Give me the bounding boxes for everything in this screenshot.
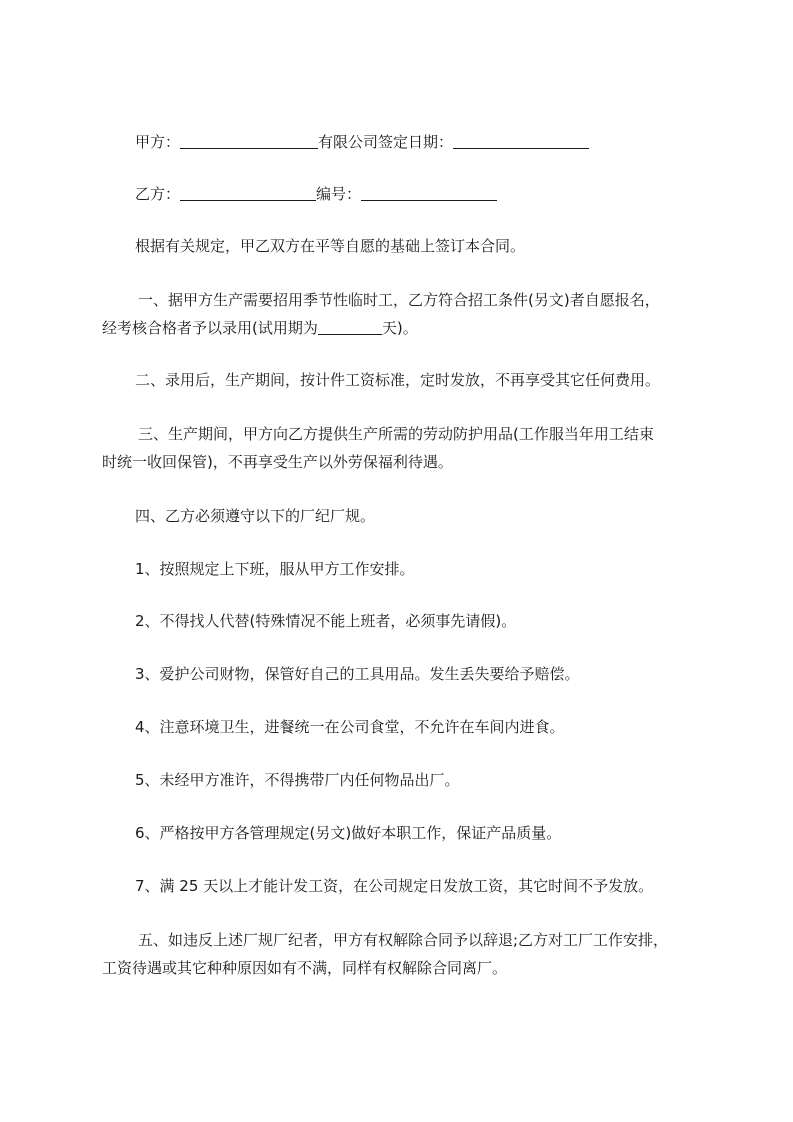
intro-paragraph: 根据有关规定，甲乙双方在平等自愿的基础上签订本合同。 [135,237,526,255]
clause-4: 四、乙方必须遵守以下的厂纪厂规。 [135,507,376,525]
party-b-line [102,180,735,208]
clause-1 [102,286,702,342]
clause-1-line-2 [102,314,702,342]
rule-7: 7、满 25 天以上才能计发工资，在公司规定日发放工资，其它时间不予发放。 [135,877,654,895]
clause-5 [102,926,702,982]
party-a-name-blank[interactable] [180,130,318,149]
clause-3-line-2: 时统一收回保管)，不再享受生产以外劳保福利待遇。 [102,453,453,471]
clause-5-line-1: 五、如违反上述厂规厂纪者，甲方有权解除合同予以辞退;乙方对工厂工作安排， [138,931,669,949]
party-b-number-label: 编号： [316,185,362,203]
clause-1-suffix: 天)。 [381,319,418,337]
rule-4: 4、注意环境卫生，进餐统一在公司食堂，不允许在车间内进食。 [135,718,565,736]
sign-date-blank[interactable] [453,130,589,149]
contract-number-blank[interactable] [361,182,497,201]
party-a-line [102,128,735,156]
clause-1-prefix: 经考核合格者予以录用(试用期为 [102,319,318,337]
party-b-label: 乙方： [135,185,181,203]
rule-6: 6、严格按甲方各管理规定(另文)做好本职工作，保证产品质量。 [135,824,562,842]
rule-2: 2、不得找人代替(特殊情况不能上班者，必须事先请假)。 [135,612,517,630]
rule-1: 1、按照规定上下班，服从甲方工作安排。 [135,560,415,578]
clause-5-line-2: 工资待遇或其它种种原因如有不满，同样有权解除合同离厂。 [102,959,508,977]
rule-5: 5、未经甲方准许，不得携带厂内任何物品出厂。 [135,771,460,789]
clause-1-line-1: 一、据甲方生产需要招用季节性临时工，乙方符合招工条件(另文)者自愿报名， [138,291,660,309]
party-b-name-blank[interactable] [180,182,316,201]
clause-3-line-1: 三、生产期间，甲方向乙方提供生产所需的劳动防护用品(工作服当年用工结束 [138,425,654,443]
party-a-suffix: 有限公司签定日期： [318,133,454,151]
party-a-label: 甲方： [135,133,181,151]
clause-2: 二、录用后，生产期间，按计件工资标准，定时发放，不再享受其它任何费用。 [135,371,661,389]
probation-days-blank[interactable] [318,316,382,335]
rule-3: 3、爱护公司财物，保管好自己的工具用品。发生丢失要给予赔偿。 [135,665,580,683]
clause-3 [102,420,702,476]
